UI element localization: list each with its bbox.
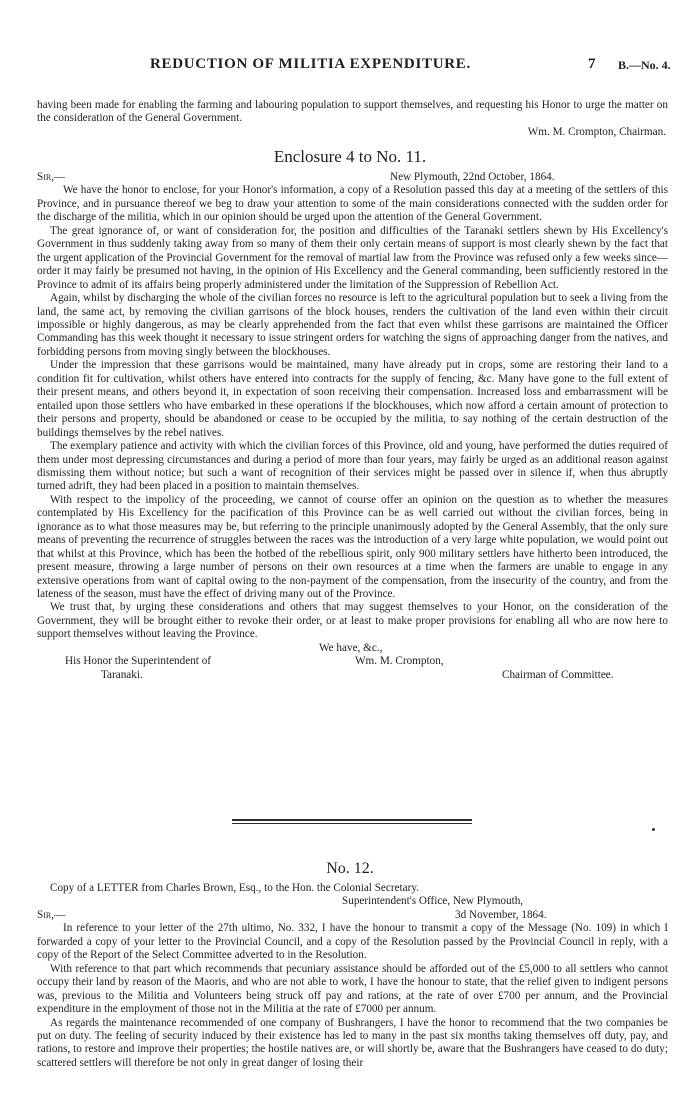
enclosure-place-date: New Plymouth, 22nd October, 1864. [390,171,555,183]
enclosure-paragraph: Again, whilst by discharging the whole of the civilian forces no resource is left to the agricultural population but to seek a living from the land, the same act, by removing the civilian garrisons of the block houses, renders the cultivation of the land even within their circuit impossible or highly dangerous, as may be clearly apprehended from the fact that even whilst these garrisons are maintained the Officer Commanding has this week thought it necessary to issue stringent orders for watching the signs of approaching danger from the natives, and forbidding persons from moving singly between the blockhouses. [37,292,668,358]
enclosure-paragraph: We have the honor to enclose, for your Honor's information, a copy of a Resolution passed this day at a meeting of the settlers of this Province, and in pursuance thereof we beg to draw your attention to some of the main considerations connected with the sudden order for the discharge of the militia, which in our opinion should be urged upon the attention of the General Government. [37,184,668,224]
enclosure-paragraph: The exemplary patience and activity with which the civilian forces of this Province, old and young, have performed the duties required of them under most depressing circumstances and during a period of more than four years, may fairly be urged as an additional reason against dismissing them without notice; but such a want of recognition of their services might be passed over in silence if, when thus abruptly turned adrift, they had been placed in a position to maintain themselves. [37,440,668,493]
print-mark [652,828,655,831]
intro-text: having been made for enabling the farming and labouring population to support themselves, and requesting his Honor to urge the matter on the consideration of the General Government. [37,99,668,125]
page-header [0,58,700,78]
section-divider [232,823,472,824]
letter-paragraph: In reference to your letter of the 27th ultimo, No. 332, I have the honour to transmit a copy of the Message (No. 109) in which I forwarded a copy of your letter to the Provincial Council, and a copy of the Resolution passed by the Provincial Council in reply, with a copy of the Report of the Select Committee adverted to in the Resolution. [37,922,668,962]
enclosure-paragraph: The great ignorance of, or want of consideration for, the position and difficulties of the Taranaki settlers shewn by His Excellency's Government in thus suddenly taking away from so many of them their only certain means of support is most clearly shewn by the fact that the urgent application of the Provincial Government for the removal of martial law from the Province was refused only a few weeks since—order it may fairly be presumed not having, in the opinion of His Excellency and the General commanding, been sufficiently restored in the Province to admit of its affairs being properly administered under the limitation of the Suppression of Rebellion Act. [37,224,668,291]
letter-date: 3d November, 1864. [455,908,547,921]
running-title: REDUCTION OF MILITIA EXPENDITURE. [150,56,471,72]
signature-row [37,655,668,668]
intro-signature: Wm. M. Crompton, Chairman. [527,125,666,138]
closing-text: We have, &c., [319,641,383,654]
letter-salutation: Sir,— [37,908,66,921]
enclosure-letter [37,171,668,682]
letter-paragraph: As regards the maintenance recommended of one company of Bushrangers, I have the honor to recommend that the two companies be put on duty. The feeling of security induced by their existence has led to many in the past six months taking themselves off duty, pay, and rations, to restore and improve their properties; the hostile natives are, or will shortly be, aware that the Bushrangers have ceased to do duty; scattered settlers will therefore be not only in great danger of losing their [37,1016,668,1069]
intro-section [37,99,668,139]
letter-no12 [37,882,668,1070]
letter-caption: Copy of a LETTER from Charles Brown, Esq., to the Hon. the Colonial Secretary. [50,882,420,894]
addressee-line: Taranaki. [101,668,143,681]
document-number: No. 12. [326,860,374,877]
paper-reference: B.—No. 4. [618,58,671,72]
enclosure-heading-row [37,171,668,184]
enclosure-paragraph: We trust that, by urging these considerations and others that may suggest themselves to your Honor, on the consideration of the Government, they will be brought either to revoke their order, or at least to make proper provisions for enabling all who are now here to support themselves without leaving the Province. [37,601,668,641]
enclosure-salutation: Sir,— [37,171,66,183]
signer-name: Wm. M. Crompton, [355,655,444,668]
enclosure-title: Enclosure 4 to No. 11. [273,147,427,166]
letter-paragraph: With reference to that part which recommends that pecuniary assistance should be afforded out of the £5,000 to all settlers who cannot occupy their land by reason of the Maoris, and who are not able to work, I have the honour to state, that the relief given to indigent persons was, previous to the Militia and Volunteers being struck off pay and rations, at the rate of over £700 per annum, and the Provincial expenditure in the employment of those not in the Militia at the rate of £7000 per annum. [37,962,668,1016]
page-number: 7 [588,56,596,72]
section-divider [232,819,472,821]
signature-row [37,669,668,682]
addressee-line: His Honor the Superintendent of [65,655,212,668]
salutation-row [37,909,668,922]
letter-office: Superintendent's Office, New Plymouth, [342,895,524,908]
office-row [37,895,668,908]
enclosure-paragraph: With respect to the impolicy of the proceeding, we cannot of course offer an opinion on the question as to whether the measures contemplated by His Excellency for the pacification of this Province can be as well carried out without the civilian forces, being in ignorance as to what those measures may be, but referring to the principle unanimously adopted by the General Assembly, that the only sure means of preventing the recurrence of struggles between the races was the introduction of a very large white population, we would point out that whilst at this Province, which has been the hotbed of the rebellious spirit, only 900 military settlers have hitherto been introduced, the present measure, throwing a large number of persons on their own resources at a time when the farmers are unable to engage in any extensive operations from want of capital owing to the non-payment of the compensation, from the insecurity of the country, and from the lateness of the season, must have the effect of driving many out of the Province. [37,493,668,601]
signer-title: Chairman of Committee. [502,668,614,681]
closing-row [37,642,668,655]
enclosure-paragraph: Under the impression that these garrisons would be maintained, many have already put in crops, some are restoring their land to a condition fit for cultivation, whilst others have entered into contracts for the supply of fencing, &c. Many have gone to the full extent of their present means, and others beyond it, in expectation of soon receiving their compensation. Increased loss and embarrassment will be entailed upon those settlers who have embarked in these operations if the blockhouses, which now afford a certain amount of protection to their persons and property, should be abandoned or cease to be occupied by the militia, to say nothing of the certain destruction of the buildings themselves by the rebel natives. [37,359,668,439]
